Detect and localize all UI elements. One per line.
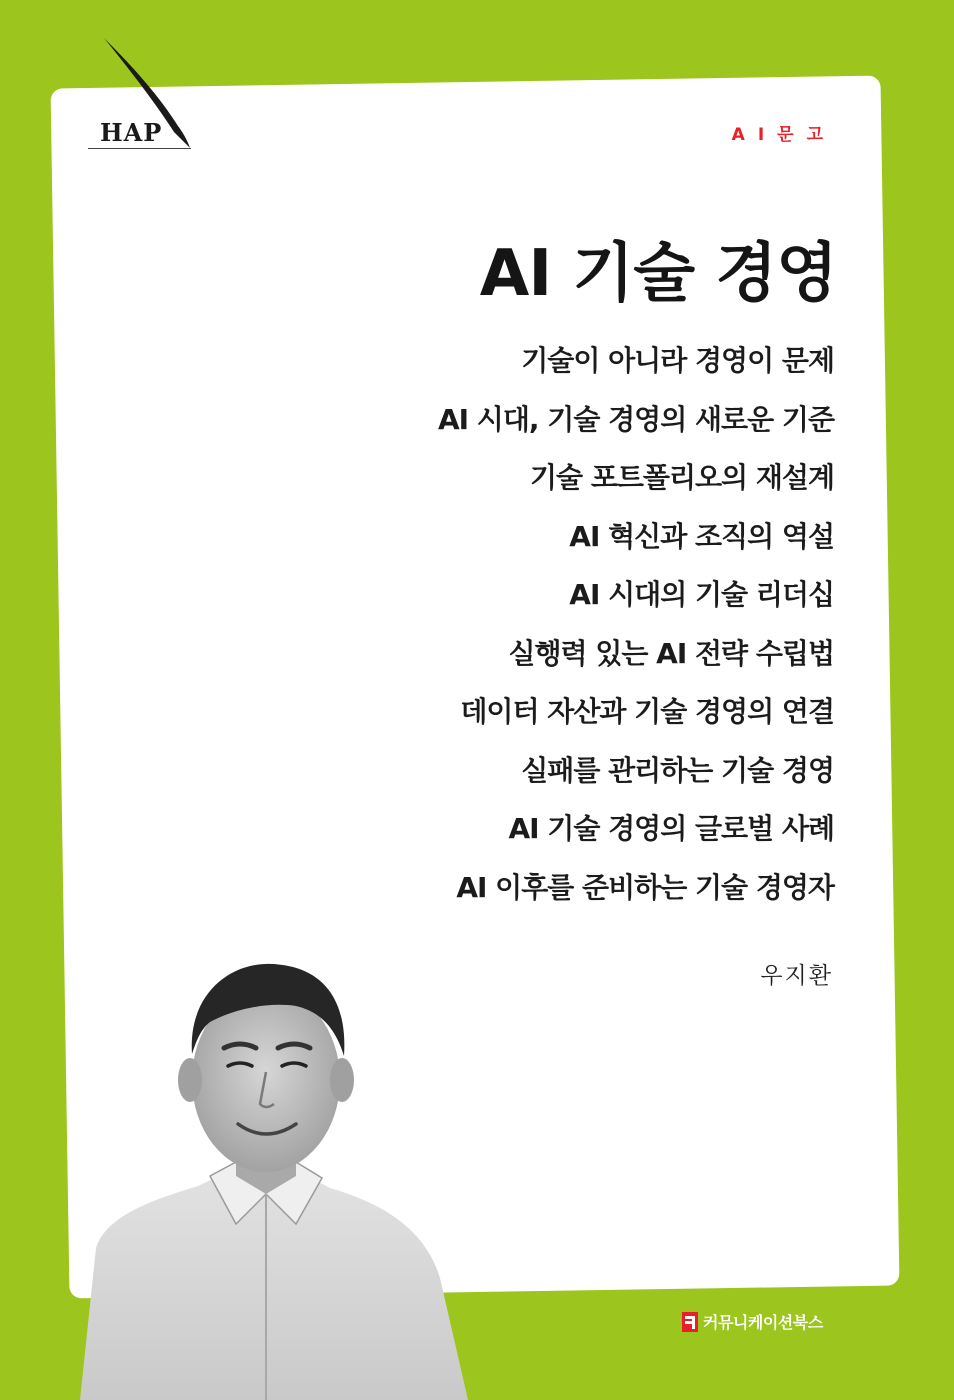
chapter-list [438, 340, 834, 925]
publisher-logo-icon [682, 1312, 698, 1332]
chapter-item: AI 시대의 기술 리더십 [569, 578, 834, 611]
chapter-item: AI 혁신과 조직의 역설 [569, 519, 834, 553]
series-label: AI문고 [731, 125, 836, 145]
chapter-item: AI 기술 경영의 글로벌 사례 [508, 812, 834, 845]
book-title: AI 기술 경영 [479, 237, 837, 311]
publisher-name: 커뮤니케이션북스 [703, 1313, 823, 1332]
chapter-item: 기술 포트폴리오의 재설계 [529, 461, 834, 494]
chapter-item: AI 이후를 준비하는 기술 경영자 [456, 870, 834, 904]
imprint-logo: HAP [100, 118, 163, 147]
author-portrait [60, 948, 480, 1400]
author-name: 우지환 [760, 963, 833, 989]
imprint-underline [88, 148, 191, 149]
chapter-item: 기술이 아니라 경영이 문제 [521, 344, 834, 377]
chapter-item: AI 시대, 기술 경영의 새로운 기준 [437, 402, 834, 436]
chapter-item: 데이터 자산과 기술 경영의 연결 [460, 695, 834, 728]
chapter-item: 실행력 있는 AI 전략 수립법 [508, 636, 834, 670]
chapter-item: 실패를 관리하는 기술 경영 [521, 753, 834, 787]
publisher-logo [682, 1310, 823, 1333]
